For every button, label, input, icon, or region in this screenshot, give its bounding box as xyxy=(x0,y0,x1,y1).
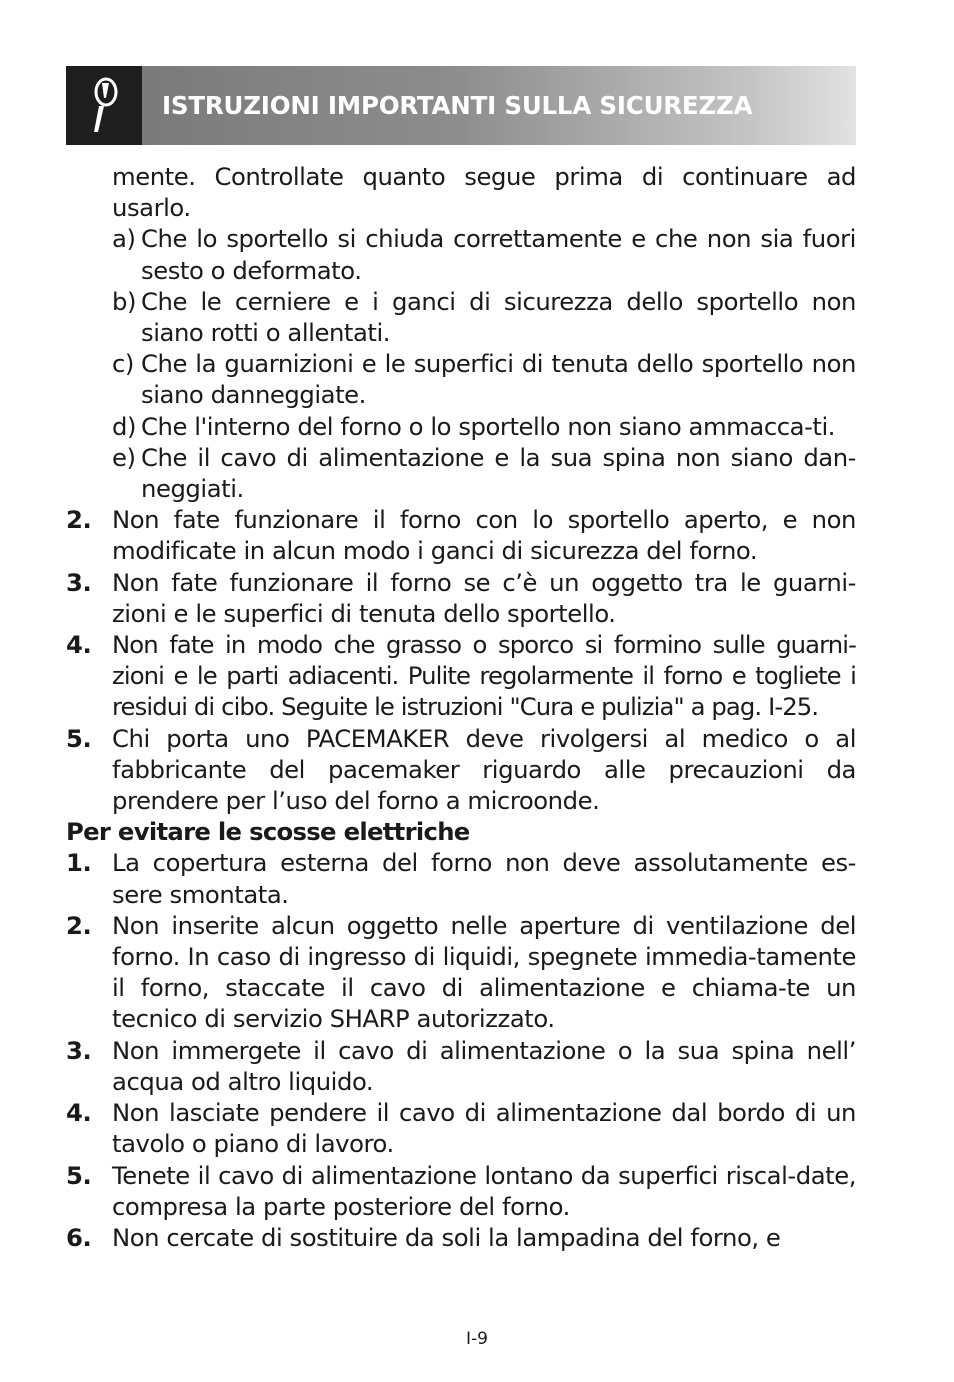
list-item xyxy=(66,629,856,723)
checklist-text: Che il cavo di alimentazione e la sua spina non siano dan-neggiati. xyxy=(141,442,856,504)
item-number: 2. xyxy=(66,910,92,940)
checklist-item xyxy=(66,442,856,504)
section-header xyxy=(66,66,856,145)
list-item xyxy=(66,1097,856,1159)
numbered-list xyxy=(66,504,856,816)
checklist xyxy=(66,223,856,504)
page-content xyxy=(66,161,856,1253)
item-number: 6. xyxy=(66,1222,92,1252)
checklist-item xyxy=(66,286,856,348)
checklist-text: Che le cerniere e i ganci di sicurezza dello sportello non siano rotti o allentati. xyxy=(141,286,856,348)
item-number: 5. xyxy=(66,723,92,753)
item-text: Chi porta uno PACEMAKER deve rivolgersi al medico o al fabbricante del pacemaker riguardo alle precauzioni da prendere per l’uso del forno a microonde. xyxy=(112,723,856,816)
section-heading: Per evitare le scosse elettriche xyxy=(66,817,470,847)
header-bar xyxy=(142,66,856,145)
item-number: 3. xyxy=(66,1035,92,1065)
checklist-item xyxy=(66,411,856,442)
checklist-label: d) xyxy=(112,411,137,441)
header-title: ISTRUZIONI IMPORTANTI SULLA SICUREZZA xyxy=(162,91,753,120)
list-item xyxy=(66,567,856,629)
checklist-label: e) xyxy=(112,442,136,472)
item-text: Non fate funzionare il forno con lo sportello aperto, e non modificate in alcun modo i ganci di sicurezza del forno. xyxy=(112,505,856,566)
item-text: Non lasciate pendere il cavo di alimentazione dal bordo di un tavolo o piano di lavoro. xyxy=(112,1098,856,1159)
checklist-text: Che la guarnizioni e le superfici di tenuta dello sportello non siano danneggiate. xyxy=(141,349,856,410)
item-text: La copertura esterna del forno non deve assolutamente es-sere smontata. xyxy=(112,848,856,909)
checklist-item xyxy=(66,223,856,285)
checklist-label: c) xyxy=(112,349,134,379)
list-item xyxy=(66,723,856,817)
item-text: Non inserite alcun oggetto nelle aperture di ventilazione del forno. In caso di ingresso di liquidi, spegnete immedia-tamente il forno, staccate il cavo di alimentazione e chiama-te un tecnico di servizio SHARP autorizzato. xyxy=(112,910,856,1034)
item-text: Non immergete il cavo di alimentazione o la sua spina nell’ acqua od altro liquido. xyxy=(112,1035,856,1096)
checklist-label: a) xyxy=(112,224,136,254)
item-number: 2. xyxy=(66,505,92,535)
item-text: Non cercate di sostituire da soli la lampadina del forno, e xyxy=(112,1222,781,1252)
list-item xyxy=(66,847,856,909)
checklist-item xyxy=(66,348,856,410)
intro-paragraph: mente. Controllate quanto segue prima di continuare ad usarlo. xyxy=(112,162,856,223)
item-text: Non fate in modo che grasso o sporco si formino sulle guarni-zioni e le parti adiacenti. Pulite regolarmente il forno e togliete i residui di cibo. Seguite le istruzioni "Cura e pulizia" a pag. I-25. xyxy=(112,630,856,722)
list-item xyxy=(66,1222,856,1253)
exclamation-icon xyxy=(87,76,121,136)
list-item xyxy=(66,504,856,566)
item-number: 4. xyxy=(66,630,92,660)
checklist-text: Che l'interno del forno o lo sportello non siano ammacca-ti. xyxy=(141,411,836,441)
item-text: Non fate funzionare il forno se c’è un oggetto tra le guarni-zioni e le superfici di tenuta dello sportello. xyxy=(112,567,856,628)
item-number: 3. xyxy=(66,567,92,597)
checklist-label: b) xyxy=(112,286,137,316)
list-item xyxy=(66,1160,856,1222)
list-item xyxy=(66,1035,856,1097)
item-text: Tenete il cavo di alimentazione lontano da superfici riscal-date, compresa la parte posteriore del forno. xyxy=(112,1160,856,1221)
header-icon-box xyxy=(66,66,142,145)
page-number: I-9 xyxy=(466,1329,488,1349)
item-number: 5. xyxy=(66,1160,92,1190)
electric-shock-list xyxy=(66,847,856,1253)
list-item xyxy=(66,910,856,1035)
item-number: 1. xyxy=(66,848,92,878)
checklist-text: Che lo sportello si chiuda correttamente e che non sia fuori sesto o deformato. xyxy=(141,224,856,285)
item-number: 4. xyxy=(66,1098,92,1128)
